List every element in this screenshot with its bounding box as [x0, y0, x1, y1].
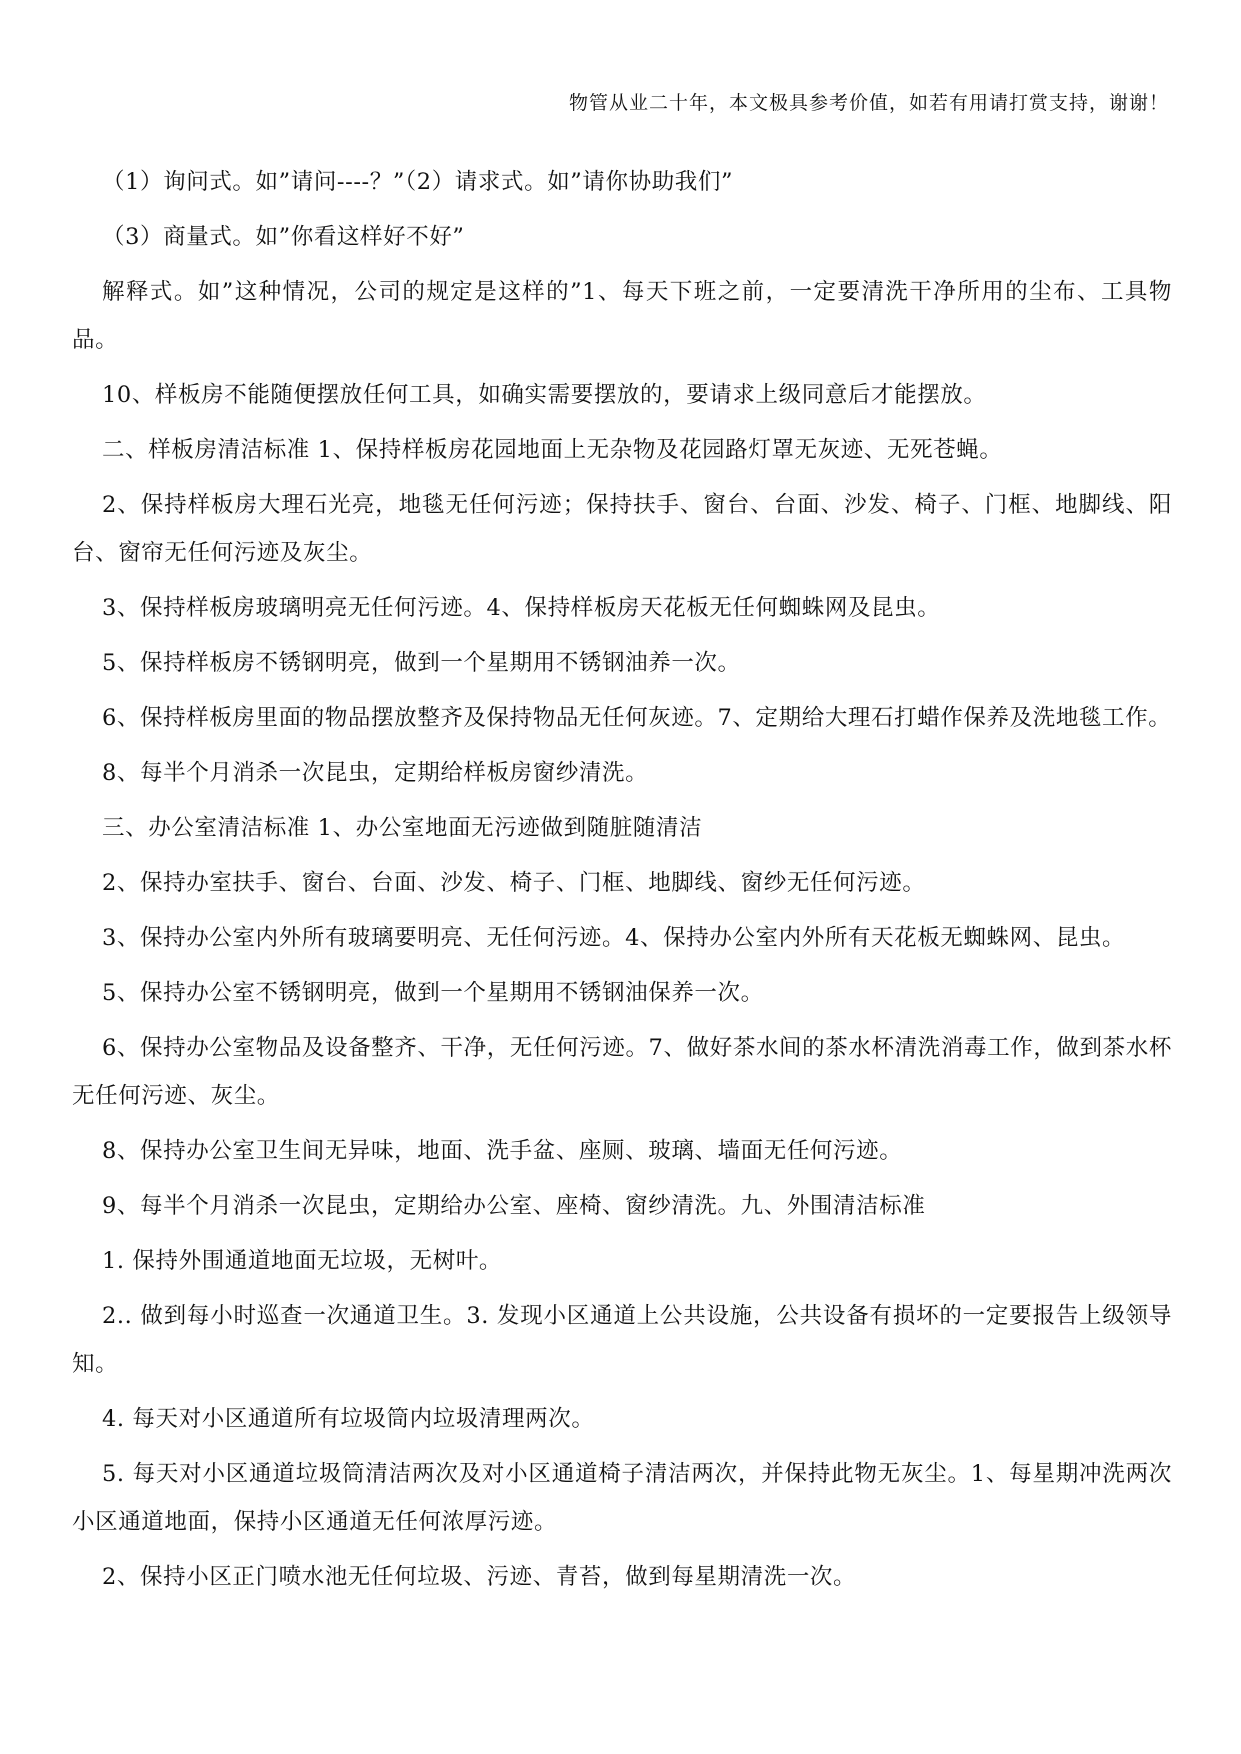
paragraph-7: 3、保持样板房玻璃明亮无任何污迹。4、保持样板房天花板无任何蜘蛛网及昆虫。 — [102, 595, 941, 621]
paragraph-22: 2、保持小区正门喷水池无任何垃圾、污迹、青苔，做到每星期清洗一次。 — [102, 1564, 857, 1590]
paragraph-9: 6、保持样板房里面的物品摆放整齐及保持物品无任何灰迹。7、定期给大理石打蜡作保养及洗地毯工作。 — [102, 705, 1172, 731]
paragraph-4: 10、样板房不能随便摆放任何工具，如确实需要摆放的，要请求上级同意后才能摆放。 — [102, 382, 987, 408]
paragraph-11: 三、办公室清洁标准 1、办公室地面无污迹做到随脏随清洁 — [102, 815, 703, 841]
paragraph-12: 2、保持办室扶手、窗台、台面、沙发、椅子、门框、地脚线、窗纱无任何污迹。 — [102, 870, 926, 896]
paragraph-16: 8、保持办公室卫生间无异味，地面、洗手盆、座厕、玻璃、墙面无任何污迹。 — [102, 1138, 903, 1164]
paragraph-14: 5、保持办公室不锈钢明亮，做到一个星期用不锈钢油保养一次。 — [102, 980, 764, 1006]
paragraph-1: （1）询问式。如”请问----？”（2）请求式。如”请你协助我们” — [102, 169, 734, 195]
paragraph-3: 解释式。如”这种情况，公司的规定是这样的”1、每天下班之前，一定要清洗干净所用的尘布、工具物品。 — [72, 279, 1172, 353]
paragraph-15: 6、保持办公室物品及设备整齐、干净，无任何污迹。7、做好茶水间的茶水杯清洗消毒工作，做到茶水杯无任何污迹、灰尘。 — [72, 1035, 1172, 1109]
paragraph-10: 8、每半个月消杀一次昆虫，定期给样板房窗纱清洗。 — [102, 760, 649, 786]
paragraph-17: 9、每半个月消杀一次昆虫，定期给办公室、座椅、窗纱清洗。九、外围清洁标准 — [102, 1193, 926, 1219]
paragraph-21: 5. 每天对小区通道垃圾筒清洁两次及对小区通道椅子清洁两次，并保持此物无灰尘。1、每星期冲洗两次小区通道地面，保持小区通道无任何浓厚污迹。 — [72, 1461, 1172, 1535]
paragraph-8: 5、保持样板房不锈钢明亮，做到一个星期用不锈钢油养一次。 — [102, 650, 741, 676]
paragraph-18: 1. 保持外围通道地面无垃圾，无树叶。 — [102, 1248, 503, 1274]
document-body — [72, 158, 1172, 1608]
paragraph-6: 2、保持样板房大理石光亮，地毯无任何污迹；保持扶手、窗台、台面、沙发、椅子、门框、地脚线、阳台、窗帘无任何污迹及灰尘。 — [72, 492, 1172, 566]
paragraph-20: 4. 每天对小区通道所有垃圾筒内垃圾清理两次。 — [102, 1406, 595, 1432]
paragraph-13: 3、保持办公室内外所有玻璃要明亮、无任何污迹。4、保持办公室内外所有天花板无蜘蛛网、昆虫。 — [102, 925, 1126, 951]
paragraph-19: 2.. 做到每小时巡查一次通道卫生。3. 发现小区通道上公共设施，公共设备有损坏的一定要报告上级领导知。 — [72, 1303, 1172, 1377]
header-note: 物管从业二十年，本文极具参考价值，如若有用请打赏支持，谢谢！ — [568, 92, 1169, 114]
paragraph-5: 二、样板房清洁标准 1、保持样板房花园地面上无杂物及花园路灯罩无灰迹、无死苍蝇。 — [102, 437, 1003, 463]
paragraph-2: （3）商量式。如”你看这样好不好” — [102, 224, 465, 250]
